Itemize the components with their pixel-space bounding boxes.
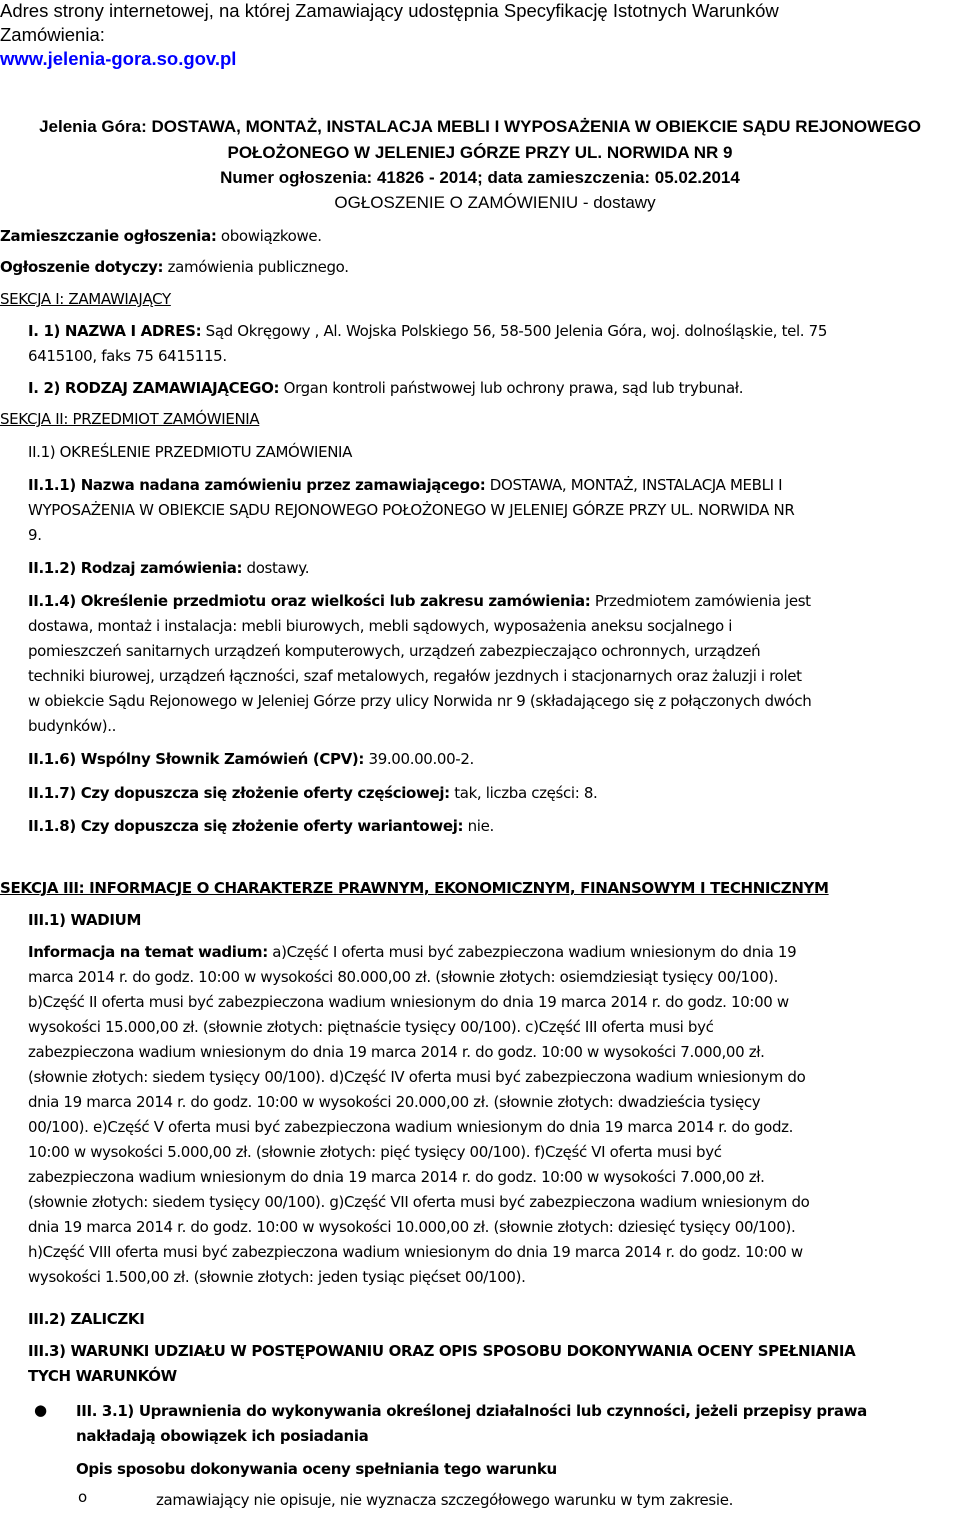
zaliczki-heading: III.2) ZALICZKI xyxy=(28,1310,145,1328)
okreslenie-row xyxy=(28,592,811,610)
okreslenie-line: techniki biurowej, urządzeń łączności, szaf metalowych, regałów jezdnych i stacjonarnych oraz żaluzji i rolet xyxy=(28,667,802,685)
rodzaj-zamowienia-label: II.1.2) Rodzaj zamówienia: xyxy=(28,559,243,577)
opis-sposobu-label: Opis sposobu dokonywania oceny spełniania tego warunku xyxy=(76,1460,557,1478)
wariantowe-value: nie. xyxy=(467,817,494,835)
rodzaj-zamowienia-value: dostawy. xyxy=(246,559,310,577)
wadium-line: (słownie złotych: siedem tysięcy 00/100). d)Część IV oferta musi być zabezpieczona wadium wniesionym do xyxy=(28,1068,806,1086)
bullet-item-uprawnienia-cont: nakładają obowiązek ich posiadania xyxy=(76,1427,369,1445)
zamieszczanie-value: obowiązkowe. xyxy=(220,227,322,245)
czesciowe-row xyxy=(28,784,597,802)
cpv-row xyxy=(28,750,474,768)
section-2-sub-1: II.1) OKREŚLENIE PRZEDMIOTU ZAMÓWIENIA xyxy=(28,443,353,461)
okreslenie-line: budynków).. xyxy=(28,717,117,735)
wadium-line: b)Część II oferta musi być zabezpieczona wadium wniesionym do dnia 19 marca 2014 r. do godz. 10:00 w xyxy=(28,993,789,1011)
cpv-label: II.1.6) Wspólny Słownik Zamówień (CPV): xyxy=(28,750,365,768)
wariantowe-row xyxy=(28,817,494,835)
notice-title-line-2: POŁOŻONEGO W JELENIEJ GÓRZE PRZY UL. NORWIDA NR 9 xyxy=(227,143,733,162)
wariantowe-label: II.1.8) Czy dopuszcza się złożenie oferty wariantowej: xyxy=(28,817,464,835)
okreslenie-line: pomieszczeń sanitarnych urządzeń komputerowych, urządzeń zabezpieczająco ochronnych, urządzeń xyxy=(28,642,761,660)
wadium-line: zabezpieczona wadium wniesionym do dnia 19 marca 2014 r. do godz. 10:00 w wysokości 7.000,00 zł. xyxy=(28,1168,765,1186)
section-1-heading: SEKCJA I: ZAMAWIAJĄCY xyxy=(0,290,171,308)
rodzaj-zamawiajacego-label: I. 2) RODZAJ ZAMAWIAJĄCEGO: xyxy=(28,379,280,397)
bullet-item-uprawnienia: III. 3.1) Uprawnienia do wykonywania określonej działalności lub czynności, jeżeli przepisy prawa xyxy=(76,1402,867,1420)
header-line-1: Adres strony internetowej, na której Zamawiający udostępnia Specyfikację Istotnych Warunków xyxy=(0,0,779,21)
bullet-dot-icon: ● xyxy=(34,1401,48,1419)
nazwa-zamowienia-cont-1: WYPOSAŻENIA W OBIEKCIE SĄDU REJONOWEGO POŁOŻONEGO W JELENIEJ GÓRZE PRZY UL. NORWIDA NR xyxy=(28,501,795,519)
nazwa-adres-value: Sąd Okręgowy , Al. Wojska Polskiego 56, 58-500 Jelenia Góra, woj. dolnośląskie, tel. 75 xyxy=(205,322,828,340)
nazwa-zamowienia-cont-2: 9. xyxy=(28,526,42,544)
dotyczy-label: Ogłoszenie dotyczy: xyxy=(0,258,164,276)
spec-url-link[interactable]: www.jelenia-gora.so.gov.pl xyxy=(0,48,237,69)
wadium-row xyxy=(28,943,796,961)
nazwa-zamowienia-row xyxy=(28,476,782,494)
nazwa-zamowienia-value: DOSTAWA, MONTAŻ, INSTALACJA MEBLI I xyxy=(489,476,783,494)
okreslenie-label: II.1.4) Określenie przedmiotu oraz wielkości lub zakresu zamówienia: xyxy=(28,592,591,610)
bullet-circle-icon: o xyxy=(78,1488,88,1506)
wadium-line: wysokości 1.500,00 zł. (słownie złotych: jeden tysiąc pięćset 00/100). xyxy=(28,1268,526,1286)
nazwa-adres-row xyxy=(28,322,827,340)
okreslenie-line: dostawa, montaż i instalacja: mebli biurowych, mebli sądowych, wyposażenia aneksu socjalnego i xyxy=(28,617,733,635)
warunki-heading: III.3) WARUNKI UDZIAŁU W POSTĘPOWANIU ORAZ OPIS SPOSOBU DOKONYWANIA OCENY SPEŁNIANIA xyxy=(28,1342,856,1360)
notice-type: OGŁOSZENIE O ZAMÓWIENIU - dostawy xyxy=(334,193,656,212)
wadium-label: Informacja na temat wadium: xyxy=(28,943,268,961)
section-2-heading: SEKCJA II: PRZEDMIOT ZAMÓWIENIA xyxy=(0,410,260,428)
wadium-line: dnia 19 marca 2014 r. do godz. 10:00 w wysokości 10.000,00 zł. (słownie złotych: dziesięć tysięcy 00/100). xyxy=(28,1218,796,1236)
wadium-first-line: a)Część I oferta musi być zabezpieczona wadium wniesionym do dnia 19 xyxy=(272,943,797,961)
nazwa-zamowienia-label: II.1.1) Nazwa nadana zamówieniu przez zamawiającego: xyxy=(28,476,486,494)
czesciowe-value: tak, liczba części: 8. xyxy=(454,784,598,802)
wadium-line: 10:00 w wysokości 5.000,00 zł. (słownie złotych: pięć tysięcy 00/100). f)Część VI oferta musi być xyxy=(28,1143,722,1161)
okreslenie-value: Przedmiotem zamówienia jest xyxy=(594,592,811,610)
wadium-line: wysokości 15.000,00 zł. (słownie złotych: piętnaście tysięcy 00/100). c)Część III oferta musi być xyxy=(28,1018,714,1036)
rodzaj-zamawiajacego-row xyxy=(28,379,743,397)
header-line-2: Zamówienia: xyxy=(0,24,105,45)
wadium-line: zabezpieczona wadium wniesionym do dnia 19 marca 2014 r. do godz. 10:00 w wysokości 7.000,00 zł. xyxy=(28,1043,765,1061)
cpv-value: 39.00.00.00-2. xyxy=(368,750,474,768)
czesciowe-label: II.1.7) Czy dopuszcza się złożenie oferty częściowej: xyxy=(28,784,450,802)
okreslenie-line: w obiekcie Sądu Rejonowego w Jeleniej Górze przy ulicy Norwida nr 9 (składającego się z połączonych dwóch xyxy=(28,692,812,710)
dotyczy-row xyxy=(0,258,349,276)
warunki-heading-cont: TYCH WARUNKÓW xyxy=(28,1367,177,1385)
wadium-line: h)Część VIII oferta musi być zabezpieczona wadium wniesionym do dnia 19 marca 2014 r. do godz. 10:00 w xyxy=(28,1243,803,1261)
dotyczy-value: zamówienia publicznego. xyxy=(167,258,349,276)
notice-number: Numer ogłoszenia: 41826 - 2014; data zamieszczenia: 05.02.2014 xyxy=(220,168,740,187)
wadium-line: 00/100). e)Część V oferta musi być zabezpieczona wadium wniesionym do dnia 19 marca 2014 r. do godz. xyxy=(28,1118,794,1136)
rodzaj-zamawiajacego-value: Organ kontroli państwowej lub ochrony prawa, sąd lub trybunał. xyxy=(283,379,744,397)
nazwa-adres-cont: 6415100, faks 75 6415115. xyxy=(28,347,227,365)
zamieszczanie-label: Zamieszczanie ogłoszenia: xyxy=(0,227,217,245)
wadium-heading: III.1) WADIUM xyxy=(28,911,142,929)
section-3-heading: SEKCJA III: INFORMACJE O CHARAKTERZE PRAWNYM, EKONOMICZNYM, FINANSOWYM I TECHNICZNYM xyxy=(0,879,829,897)
wadium-line: marca 2014 r. do godz. 10:00 w wysokości 80.000,00 zł. (słownie złotych: osiemdziesiąt tysięcy 00/100). xyxy=(28,968,779,986)
wadium-line: (słownie złotych: siedem tysięcy 00/100). g)Część VII oferta musi być zabezpieczona wadium wniesionym do xyxy=(28,1193,810,1211)
rodzaj-zamowienia-row xyxy=(28,559,309,577)
zamieszczanie-row xyxy=(0,227,322,245)
notice-title-line-1: Jelenia Góra: DOSTAWA, MONTAŻ, INSTALACJA MEBLI I WYPOSAŻENIA W OBIEKCIE SĄDU REJONOWEGO xyxy=(39,117,921,136)
wadium-line: dnia 19 marca 2014 r. do godz. 10:00 w wysokości 20.000,00 zł. (słownie złotych: dwadzieścia tysięcy xyxy=(28,1093,761,1111)
nazwa-adres-label: I. 1) NAZWA I ADRES: xyxy=(28,322,202,340)
sub-bullet-item: zamawiający nie opisuje, nie wyznacza szczegółowego warunku w tym zakresie. xyxy=(156,1491,734,1509)
